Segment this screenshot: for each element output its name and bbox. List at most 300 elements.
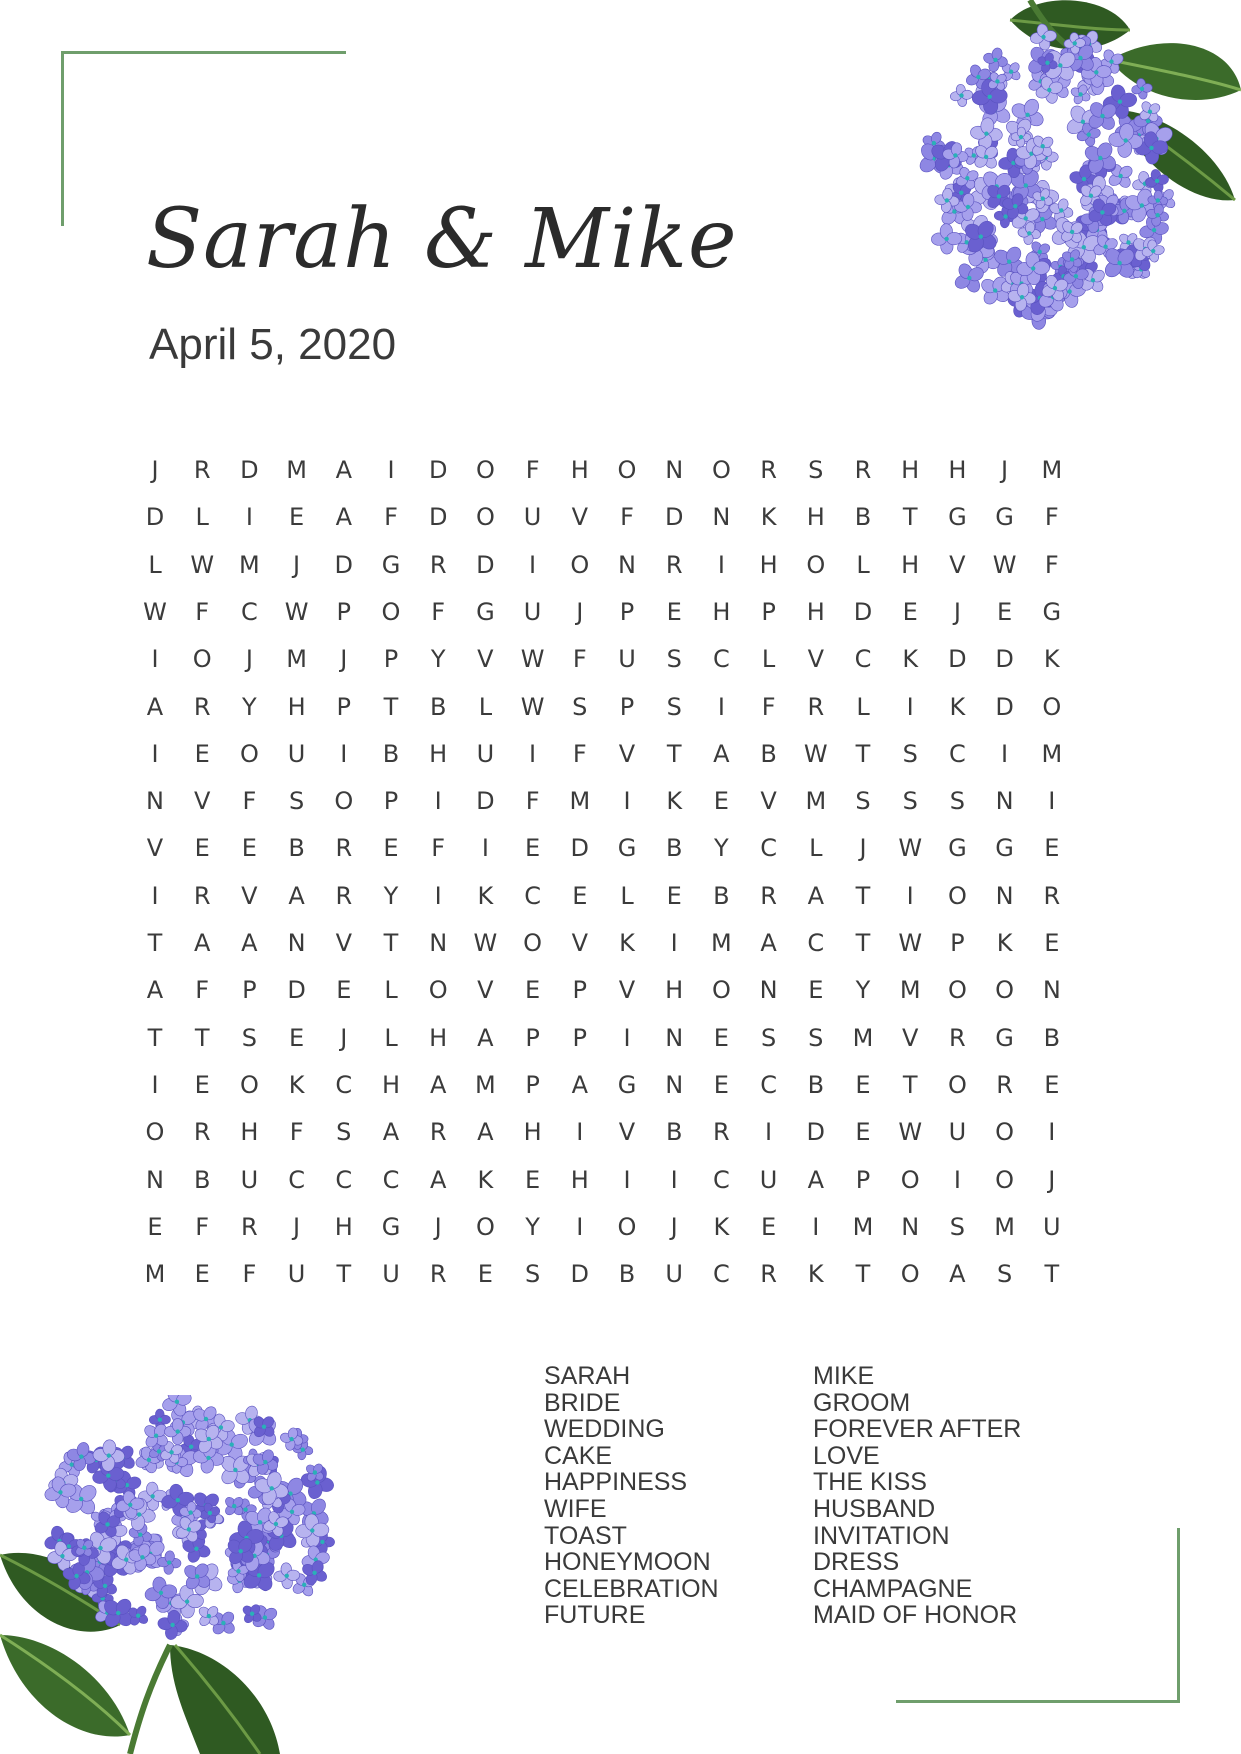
grid-letter: U <box>618 645 636 674</box>
grid-letter: W <box>473 929 498 957</box>
grid-letter: A <box>288 881 305 910</box>
grid-letter: R <box>193 1118 211 1147</box>
grid-letter: T <box>855 739 871 768</box>
grid-letter: V <box>241 881 258 910</box>
couple-names-title: Sarah & Mike <box>146 192 738 287</box>
grid-letter: I <box>670 1165 678 1194</box>
grid-letter: S <box>760 1023 777 1052</box>
grid-letter: D <box>428 503 448 532</box>
grid-letter: K <box>619 929 635 957</box>
grid-letter: O <box>145 1118 165 1147</box>
grid-letter: L <box>384 1023 398 1052</box>
grid-letter: A <box>429 1165 447 1194</box>
grid-letter: R <box>713 1118 730 1147</box>
grid-letter: E <box>1044 1070 1060 1099</box>
grid-letter: I <box>1048 787 1056 816</box>
grid-letter: O <box>995 1118 1015 1147</box>
grid-letter: S <box>241 1023 257 1052</box>
grid-letter: E <box>761 1212 777 1241</box>
grid-letter: J <box>293 1212 301 1241</box>
grid-letter: M <box>994 1212 1015 1241</box>
grid-letter: V <box>193 787 211 816</box>
grid-letter: E <box>855 1070 871 1099</box>
grid-letter: A <box>477 1023 494 1052</box>
grid-letter: T <box>147 1023 163 1052</box>
grid-letter: E <box>666 881 682 910</box>
grid-letter: C <box>949 739 966 768</box>
grid-letter: E <box>289 503 305 532</box>
grid-letter: F <box>431 597 446 626</box>
grid-letter: N <box>995 881 1014 910</box>
grid-letter: D <box>570 1260 590 1289</box>
grid-letter: N <box>901 1212 920 1241</box>
grid-letter: E <box>477 1260 493 1289</box>
grid-letter: U <box>476 739 495 768</box>
grid-letter: I <box>151 881 159 910</box>
grid-letter: I <box>717 550 725 579</box>
grid-letter: H <box>381 1070 401 1099</box>
grid-letter: I <box>953 1165 961 1194</box>
grid-letter: B <box>665 1118 683 1147</box>
grid-letter: U <box>665 1260 683 1289</box>
grid-letter: R <box>193 881 211 910</box>
grid-letter: B <box>382 739 400 768</box>
grid-letter: D <box>995 645 1014 674</box>
grid-letter: L <box>384 976 398 1005</box>
grid-letter: T <box>855 1260 871 1289</box>
grid-letter: R <box>760 1260 777 1289</box>
grid-letter: D <box>287 976 306 1005</box>
grid-letter: A <box>807 1165 824 1194</box>
grid-letter: E <box>1044 929 1060 957</box>
grid-letter: I <box>151 1070 159 1099</box>
grid-letter: G <box>617 1070 637 1099</box>
grid-letter: U <box>240 1165 259 1194</box>
grid-letter: O <box>381 597 401 626</box>
grid-letter: C <box>854 645 872 674</box>
grid-letter: U <box>382 1260 400 1289</box>
grid-letter: P <box>619 597 635 626</box>
grid-letter: T <box>902 503 918 532</box>
grid-letter: G <box>617 834 637 863</box>
grid-letter: Y <box>383 881 399 910</box>
grid-letter: F <box>1044 550 1059 579</box>
grid-letter: D <box>334 550 354 579</box>
grid-letter: P <box>572 1023 588 1052</box>
grid-letter: J <box>340 1023 348 1052</box>
grid-letter: P <box>242 976 257 1005</box>
grid-letter: E <box>902 597 918 626</box>
grid-letter: C <box>335 1070 353 1099</box>
grid-letter: S <box>288 787 305 816</box>
grid-letter: U <box>287 1260 306 1289</box>
grid-letter: O <box>806 550 826 579</box>
grid-letter: N <box>759 976 778 1005</box>
grid-letter: G <box>476 597 495 626</box>
grid-letter: P <box>383 645 399 674</box>
grid-letter: S <box>808 456 824 484</box>
grid-letter: B <box>618 1260 636 1289</box>
grid-letter: D <box>806 1118 826 1147</box>
grid-letter: F <box>195 976 210 1005</box>
grid-letter: H <box>287 692 306 721</box>
grid-letter: G <box>995 503 1014 532</box>
grid-letter: L <box>856 692 870 721</box>
grid-letter: V <box>760 787 777 816</box>
grid-letter: B <box>760 739 777 768</box>
grid-letter: S <box>855 787 871 816</box>
grid-letter: E <box>194 834 210 863</box>
grid-letter: I <box>434 881 442 910</box>
grid-letter: J <box>859 834 867 863</box>
grid-letter: O <box>947 976 967 1005</box>
grid-letter: P <box>572 976 588 1005</box>
grid-letter: C <box>241 597 258 626</box>
grid-letter: J <box>576 597 584 626</box>
grid-letter: F <box>525 456 540 484</box>
grid-letter: I <box>765 1118 773 1147</box>
grid-letter: R <box>335 881 353 910</box>
grid-letter: T <box>855 929 871 957</box>
grid-letter: N <box>712 503 731 532</box>
word-list-item: FOREVER AFTER <box>813 1415 1022 1444</box>
grid-letter: V <box>949 550 966 579</box>
grid-letter: P <box>336 597 352 626</box>
grid-letter: C <box>524 881 541 910</box>
grid-letter: G <box>948 503 967 532</box>
grid-letter: N <box>146 787 164 816</box>
grid-letter: W <box>803 739 828 768</box>
grid-letter: I <box>481 834 489 863</box>
grid-letter: A <box>241 929 258 957</box>
grid-letter: G <box>381 550 401 579</box>
grid-letter: N <box>618 550 636 579</box>
word-list-item: MAID OF HONOR <box>813 1601 1018 1630</box>
grid-letter: P <box>383 787 399 816</box>
grid-letter: F <box>289 1118 304 1147</box>
grid-letter: O <box>995 976 1015 1005</box>
word-list-item: WIFE <box>544 1494 607 1523</box>
word-list-item: CHAMPAGNE <box>813 1574 973 1603</box>
grid-letter: R <box>429 550 447 579</box>
grid-letter: G <box>381 1212 401 1241</box>
grid-letter: N <box>429 929 448 957</box>
grid-letter: I <box>623 1165 631 1194</box>
grid-letter: F <box>1044 503 1059 532</box>
word-list-item: TOAST <box>544 1521 627 1550</box>
grid-letter: J <box>245 645 253 674</box>
grid-letter: R <box>760 456 777 484</box>
grid-letter: S <box>808 1023 824 1052</box>
grid-letter: B <box>665 834 683 863</box>
grid-letter: L <box>620 881 634 910</box>
grid-letter: M <box>1041 739 1063 768</box>
grid-letter: P <box>525 1023 540 1052</box>
grid-letter: I <box>906 692 914 721</box>
grid-letter: E <box>713 1023 729 1052</box>
grid-letter: E <box>383 834 399 863</box>
grid-letter: H <box>806 503 825 532</box>
grid-letter: B <box>807 1070 825 1099</box>
grid-letter: W <box>520 692 545 721</box>
grid-letter: M <box>852 1212 874 1241</box>
grid-letter: J <box>340 645 348 674</box>
grid-letter: R <box>665 550 683 579</box>
grid-letter: H <box>570 1165 589 1194</box>
word-list-item: MIKE <box>813 1362 875 1390</box>
grid-letter: U <box>287 739 306 768</box>
grid-letter: M <box>899 976 921 1005</box>
corner-bracket-bottom-right-vertical <box>1177 1528 1180 1703</box>
grid-letter: R <box>429 1260 447 1289</box>
grid-letter: E <box>1044 834 1060 863</box>
grid-letter: J <box>953 597 961 626</box>
grid-letter: M <box>711 929 732 957</box>
grid-letter: I <box>151 645 159 674</box>
grid-letter: C <box>713 1260 730 1289</box>
grid-letter: W <box>898 929 923 957</box>
corner-bracket-top-left-vertical <box>61 51 64 226</box>
grid-letter: O <box>475 456 495 484</box>
grid-letter: R <box>854 456 872 484</box>
grid-letter: W <box>284 597 309 626</box>
word-list-item: CELEBRATION <box>544 1574 719 1603</box>
grid-letter: V <box>901 1023 919 1052</box>
grid-letter: O <box>523 929 543 957</box>
grid-letter: E <box>194 1260 210 1289</box>
grid-letter: D <box>995 692 1014 721</box>
grid-letter: F <box>620 503 634 532</box>
grid-letter: M <box>1041 456 1063 484</box>
word-list-right <box>813 1363 1021 1629</box>
grid-letter: K <box>949 692 966 721</box>
grid-letter: N <box>665 456 684 484</box>
grid-letter: H <box>429 1023 448 1052</box>
grid-letter: I <box>623 787 631 816</box>
grid-letter: F <box>572 739 587 768</box>
grid-letter: E <box>855 1118 871 1147</box>
grid-letter: T <box>383 929 399 957</box>
grid-letter: C <box>288 1165 305 1194</box>
grid-letter: D <box>853 597 873 626</box>
grid-letter: V <box>146 834 164 863</box>
grid-letter: G <box>948 834 967 863</box>
grid-letter: N <box>665 1023 684 1052</box>
grid-letter: O <box>475 1212 495 1241</box>
grid-letter: A <box>146 976 164 1005</box>
grid-letter: F <box>195 1212 210 1241</box>
word-list-item: SARAH <box>544 1362 631 1390</box>
grid-letter: K <box>1043 645 1060 674</box>
word-list-item: DRESS <box>813 1548 900 1577</box>
grid-letter: R <box>335 834 353 863</box>
grid-letter: N <box>287 929 306 957</box>
grid-letter: E <box>572 881 588 910</box>
grid-letter: O <box>1042 692 1062 721</box>
grid-letter: P <box>336 692 352 721</box>
word-list-item: GROOM <box>813 1388 911 1417</box>
grid-letter: M <box>286 456 307 484</box>
grid-letter: I <box>906 881 914 910</box>
grid-letter: A <box>807 881 824 910</box>
grid-letter: F <box>242 787 257 816</box>
grid-letter: E <box>997 597 1013 626</box>
grid-letter: E <box>194 739 210 768</box>
word-list-item: HUSBAND <box>813 1494 936 1523</box>
grid-letter: V <box>618 739 636 768</box>
grid-letter: E <box>147 1212 163 1241</box>
grid-letter: I <box>1048 1118 1056 1147</box>
grid-letter: O <box>617 456 637 484</box>
grid-letter: D <box>476 787 495 816</box>
grid-letter: T <box>147 929 163 957</box>
grid-letter: I <box>670 929 678 957</box>
grid-letter: C <box>807 929 825 957</box>
grid-letter: L <box>809 834 823 863</box>
grid-letter: B <box>1043 1023 1061 1052</box>
grid-letter: G <box>995 1023 1014 1052</box>
grid-letter: D <box>570 834 590 863</box>
grid-letter: R <box>429 1118 447 1147</box>
grid-letter: K <box>666 787 683 816</box>
grid-letter: V <box>571 503 588 532</box>
grid-letter: F <box>384 503 398 532</box>
grid-letter: I <box>812 1212 820 1241</box>
grid-letter: T <box>1044 1260 1060 1289</box>
grid-letter: H <box>806 597 825 626</box>
grid-letter: A <box>949 1260 966 1289</box>
grid-letter: J <box>293 550 301 579</box>
grid-letter: B <box>288 834 305 863</box>
grid-letter: F <box>572 645 587 674</box>
grid-letter: K <box>807 1260 824 1289</box>
grid-letter: U <box>759 1165 778 1194</box>
grid-letter: A <box>193 929 211 957</box>
grid-letter: U <box>523 503 542 532</box>
grid-letter: B <box>429 692 447 721</box>
hydrangea-flower-icon <box>860 0 1241 350</box>
grid-letter: H <box>712 597 731 626</box>
grid-letter: O <box>900 1260 920 1289</box>
grid-letter: O <box>239 739 259 768</box>
grid-letter: U <box>523 597 542 626</box>
grid-letter: I <box>717 692 725 721</box>
grid-letter: W <box>898 1118 923 1147</box>
grid-letter: L <box>856 550 870 579</box>
grid-letter: V <box>807 645 824 674</box>
grid-letter: P <box>855 1165 871 1194</box>
grid-letter: O <box>475 503 495 532</box>
grid-letter: S <box>524 1260 541 1289</box>
grid-letter: I <box>1001 739 1009 768</box>
grid-letter: M <box>144 1260 166 1289</box>
grid-letter: G <box>1042 597 1062 626</box>
corner-bracket-bottom-right <box>896 1700 1180 1703</box>
grid-letter: O <box>192 645 212 674</box>
grid-letter: F <box>431 834 446 863</box>
corner-bracket-top-left <box>61 51 346 54</box>
grid-letter: H <box>948 456 967 484</box>
grid-letter: O <box>617 1212 637 1241</box>
grid-letter: Y <box>525 1212 540 1241</box>
grid-letter: U <box>1043 1212 1061 1241</box>
grid-letter: Y <box>714 834 729 863</box>
grid-letter: S <box>572 692 588 721</box>
grid-letter: F <box>525 787 540 816</box>
grid-letter: N <box>995 787 1014 816</box>
grid-letter: K <box>713 1212 730 1241</box>
grid-letter: L <box>148 550 162 579</box>
hydrangea-flower-icon <box>0 1395 370 1754</box>
grid-letter: R <box>760 881 777 910</box>
grid-letter: A <box>146 692 164 721</box>
grid-letter: E <box>525 1165 541 1194</box>
word-search-grid <box>140 450 1080 1300</box>
word-list-item: HONEYMOON <box>544 1548 711 1577</box>
grid-letter: V <box>335 929 352 957</box>
grid-letter: E <box>713 1070 729 1099</box>
grid-letter: A <box>429 1070 447 1099</box>
grid-letter: M <box>569 787 591 816</box>
grid-letter: H <box>523 1118 542 1147</box>
grid-letter: R <box>1043 881 1061 910</box>
grid-letter: H <box>240 1118 259 1147</box>
grid-letter: H <box>334 1212 353 1241</box>
grid-letter: V <box>618 1118 636 1147</box>
grid-letter: I <box>529 550 537 579</box>
grid-letter: O <box>570 550 590 579</box>
grid-letter: K <box>996 929 1013 957</box>
grid-letter: T <box>902 1070 918 1099</box>
grid-letter: E <box>194 1070 210 1099</box>
grid-letter: J <box>434 1212 442 1241</box>
grid-letter: D <box>145 503 165 532</box>
grid-letter: S <box>996 1260 1013 1289</box>
grid-letter: I <box>623 1023 631 1052</box>
grid-letter: O <box>900 1165 920 1194</box>
grid-letter: E <box>289 1023 305 1052</box>
grid-letter: K <box>902 645 919 674</box>
grid-letter: U <box>948 1118 967 1147</box>
grid-letter: O <box>428 976 448 1005</box>
grid-letter: T <box>855 881 871 910</box>
grid-letter: I <box>576 1118 584 1147</box>
grid-letter: S <box>949 1212 965 1241</box>
grid-letter: C <box>382 1165 400 1194</box>
grid-letter: M <box>286 645 307 674</box>
grid-letter: R <box>241 1212 258 1241</box>
grid-letter: O <box>947 1070 967 1099</box>
grid-letter: W <box>992 550 1017 579</box>
grid-letter: F <box>761 692 776 721</box>
grid-letter: E <box>713 787 729 816</box>
grid-letter: K <box>477 881 494 910</box>
grid-letter: A <box>571 1070 588 1099</box>
grid-letter: F <box>195 597 210 626</box>
grid-letter: R <box>807 692 825 721</box>
grid-letter: M <box>475 1070 496 1099</box>
grid-letter: N <box>1042 976 1061 1005</box>
grid-letter: Y <box>242 692 257 721</box>
grid-letter: C <box>760 834 777 863</box>
grid-letter: A <box>713 739 730 768</box>
grid-letter: J <box>670 1212 678 1241</box>
grid-letter: R <box>949 1023 966 1052</box>
grid-letter: V <box>477 645 494 674</box>
grid-letter: Y <box>430 645 446 674</box>
grid-letter: R <box>996 1070 1013 1099</box>
grid-letter: W <box>898 834 923 863</box>
